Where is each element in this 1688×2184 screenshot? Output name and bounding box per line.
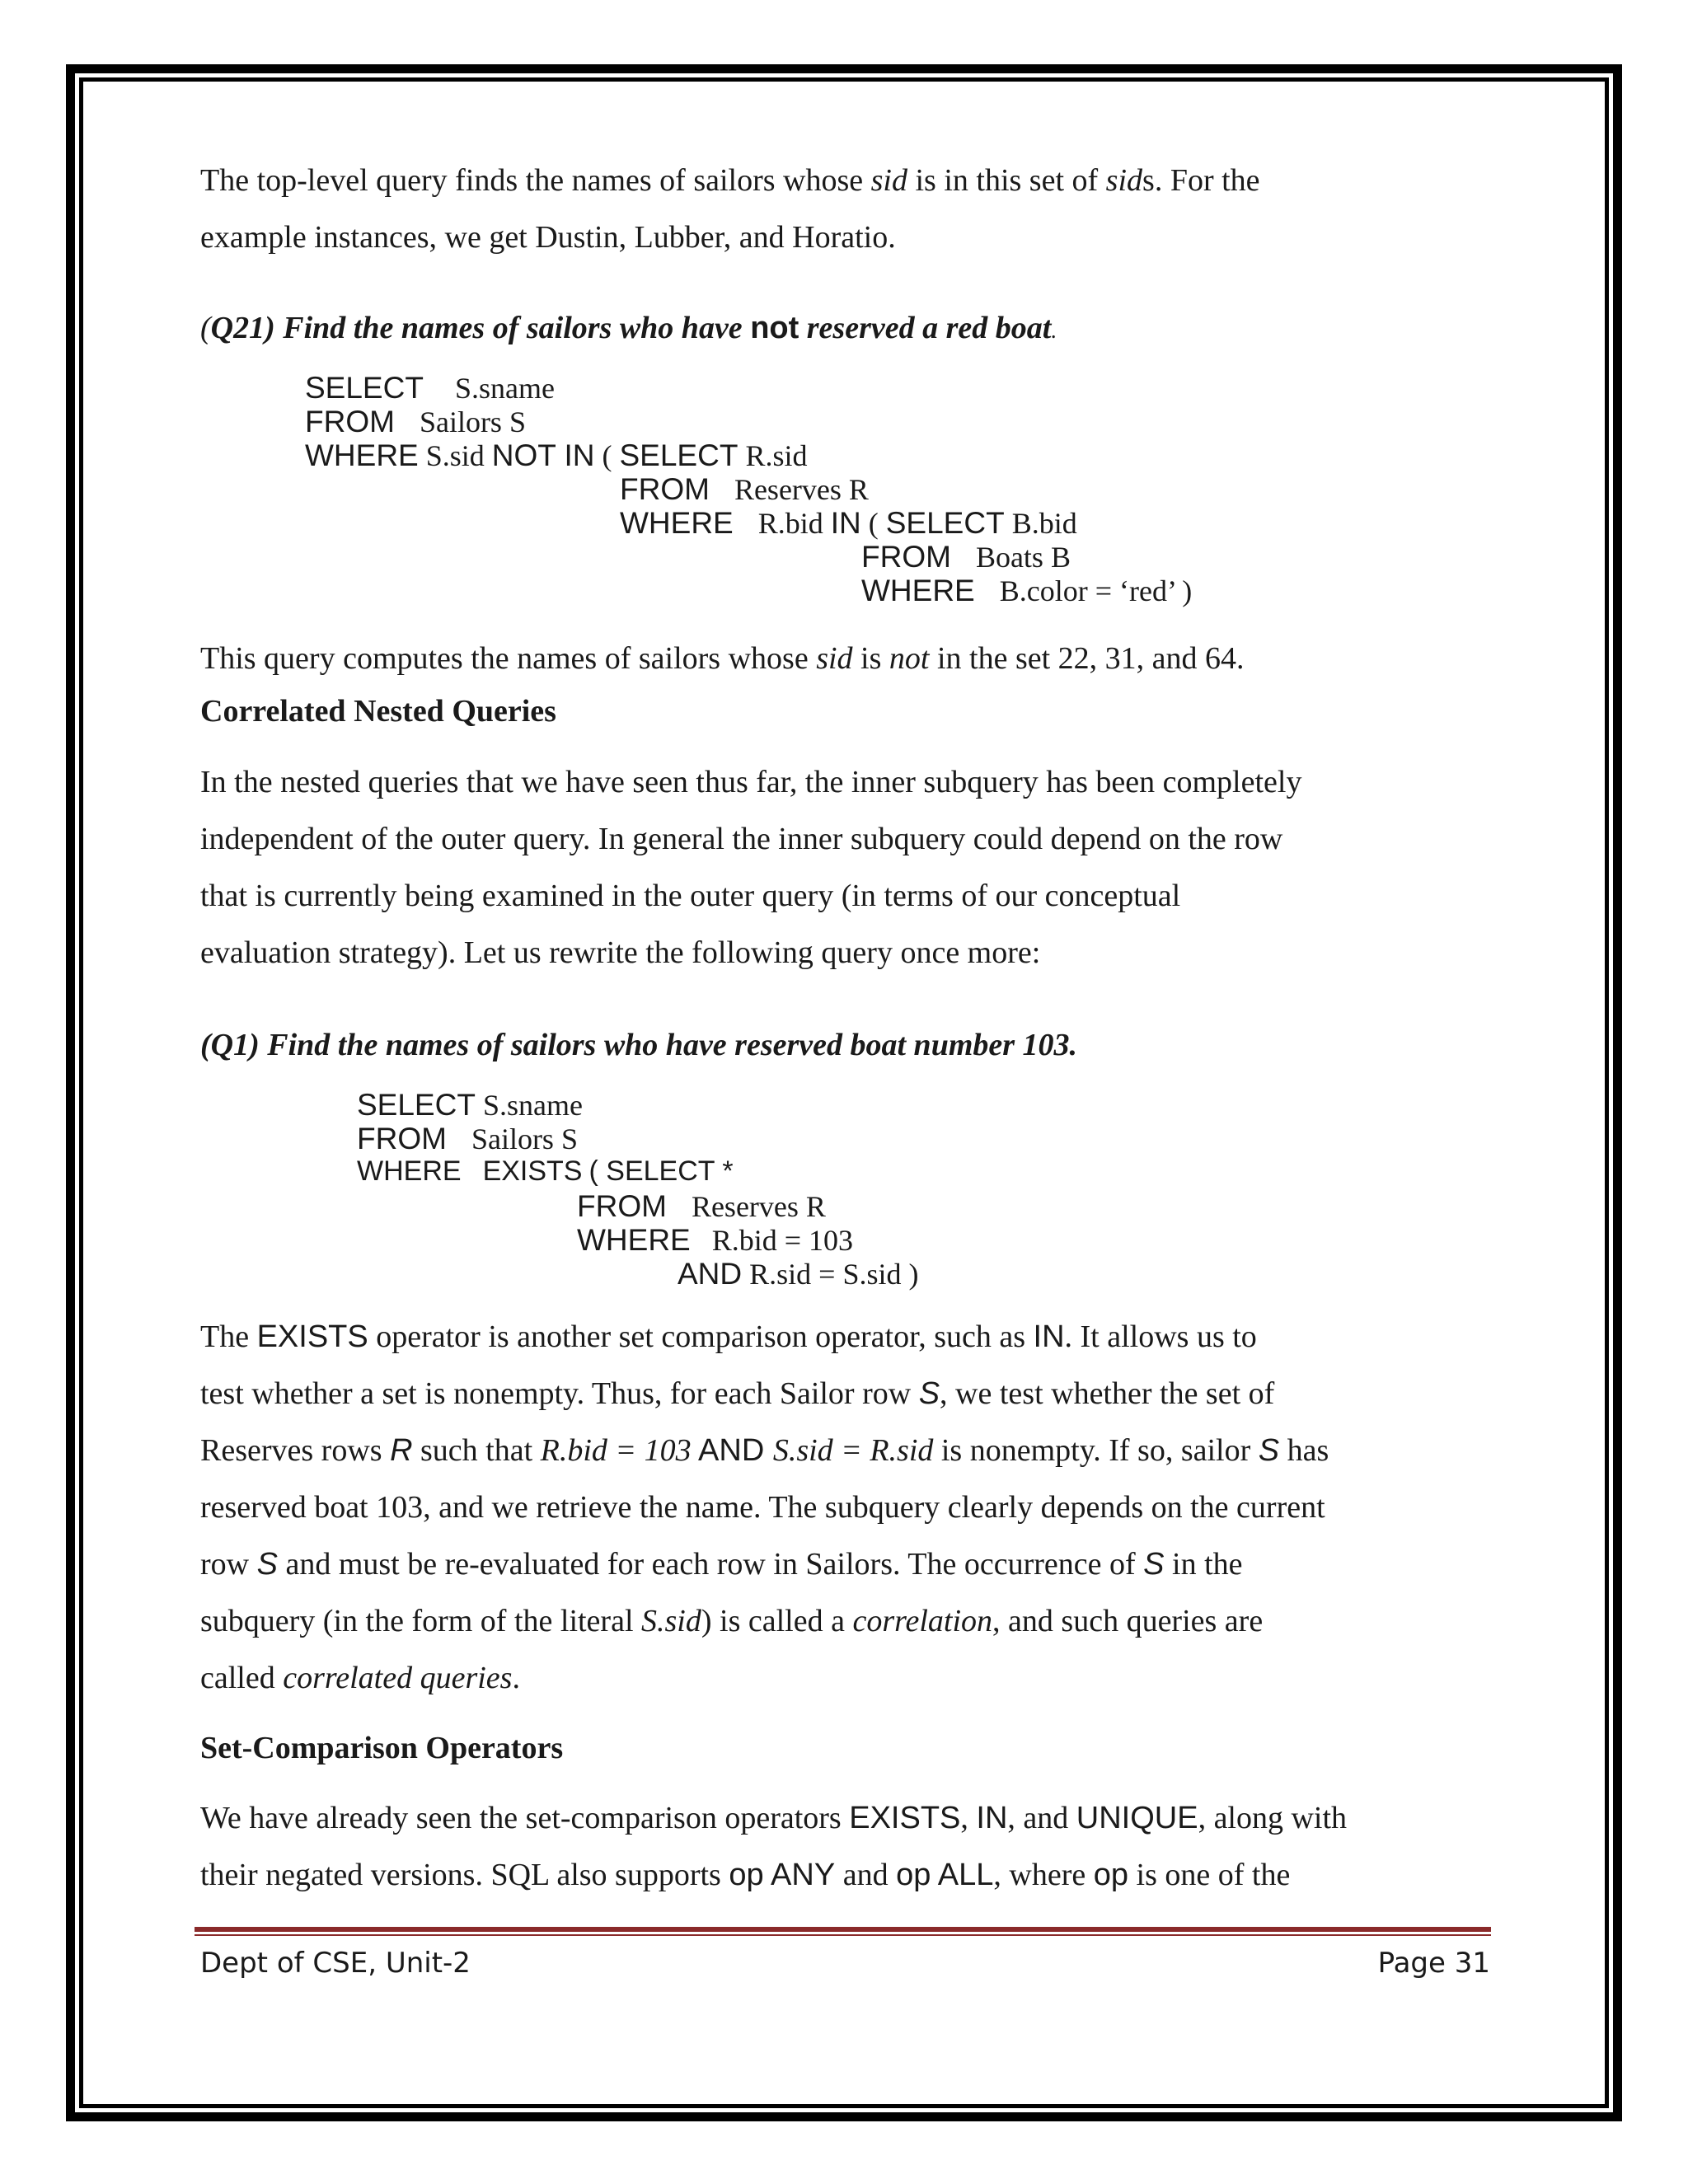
code-line: FROM Sailors S: [305, 405, 526, 438]
footer-rule-thin: [195, 1934, 1491, 1936]
paragraph-line: The EXISTS operator is another set comparison operator, such as IN. It allows us to: [200, 1319, 1257, 1354]
footer-department: Dept of CSE, Unit-2: [200, 1947, 471, 1980]
paragraph-line: We have already seen the set-comparison operators EXISTS, IN, and UNIQUE, along with: [200, 1801, 1348, 1835]
paragraph-line: reserved boat 103, and we retrieve the name. The subquery clearly depends on the current: [200, 1490, 1325, 1525]
paragraph-line: evaluation strategy). Let us rewrite the following query once more:: [200, 935, 1041, 970]
paragraph-line: The top-level query finds the names of sailors whose sid is in this set of sids. For the: [200, 163, 1260, 198]
paragraph-line: test whether a set is nonempty. Thus, for each Sailor row S, we test whether the set of: [200, 1376, 1275, 1411]
paragraph-line: example instances, we get Dustin, Lubber, and Horatio.: [200, 220, 896, 255]
paragraph-line: independent of the outer query. In general the inner subquery could depend on the row: [200, 822, 1283, 856]
query-heading-q1: (Q1) Find the names of sailors who have reserved boat number 103.: [200, 1028, 1078, 1062]
code-line: WHERE S.sid NOT IN ( SELECT R.sid: [305, 438, 808, 472]
code-line: FROM Reserves R: [577, 1189, 826, 1223]
section-heading-set-comparison-operators: Set-Comparison Operators: [200, 1731, 564, 1765]
paragraph-line: subquery (in the form of the literal S.sid) is called a correlation, and such queries are: [200, 1604, 1264, 1638]
code-line: AND R.sid = S.sid ): [678, 1257, 919, 1291]
paragraph-line: In the nested queries that we have seen thus far, the inner subquery has been completely: [200, 765, 1302, 799]
paragraph-line: This query computes the names of sailors whose sid is not in the set 22, 31, and 64.: [200, 641, 1245, 676]
code-line: WHERE R.bid = 103: [577, 1223, 854, 1257]
code-line: FROM Boats B: [861, 540, 1071, 574]
code-line: SELECT S.sname: [357, 1088, 583, 1122]
code-line: WHERE R.bid IN ( SELECT B.bid: [620, 506, 1077, 540]
paragraph-line: Reserves rows R such that R.bid = 103 AND S.sid = R.sid is nonempty. If so, sailor S has: [200, 1433, 1329, 1468]
code-line: WHERE EXISTS ( SELECT *: [357, 1155, 734, 1187]
query-heading-q21: (Q21) Find the names of sailors who have not reserved a red boat.: [200, 311, 1057, 345]
paragraph-line: row S and must be re-evaluated for each row in Sailors. The occurrence of S in the: [200, 1547, 1243, 1582]
paragraph-line: called correlated queries.: [200, 1661, 520, 1695]
paragraph-line: their negated versions. SQL also supports op ANY and op ALL, where op is one of the: [200, 1858, 1291, 1892]
code-line: FROM Sailors S: [357, 1122, 578, 1155]
footer-rule: [195, 1927, 1491, 1932]
code-line: WHERE B.color = ‘red’ ): [861, 574, 1193, 607]
code-line: SELECT S.sname: [305, 371, 555, 405]
section-heading-correlated-nested-queries: Correlated Nested Queries: [200, 694, 556, 729]
paragraph-line: that is currently being examined in the outer query (in terms of our conceptual: [200, 879, 1181, 913]
code-line: FROM Reserves R: [620, 472, 869, 506]
footer-page-number: Page 31: [1377, 1947, 1490, 1980]
